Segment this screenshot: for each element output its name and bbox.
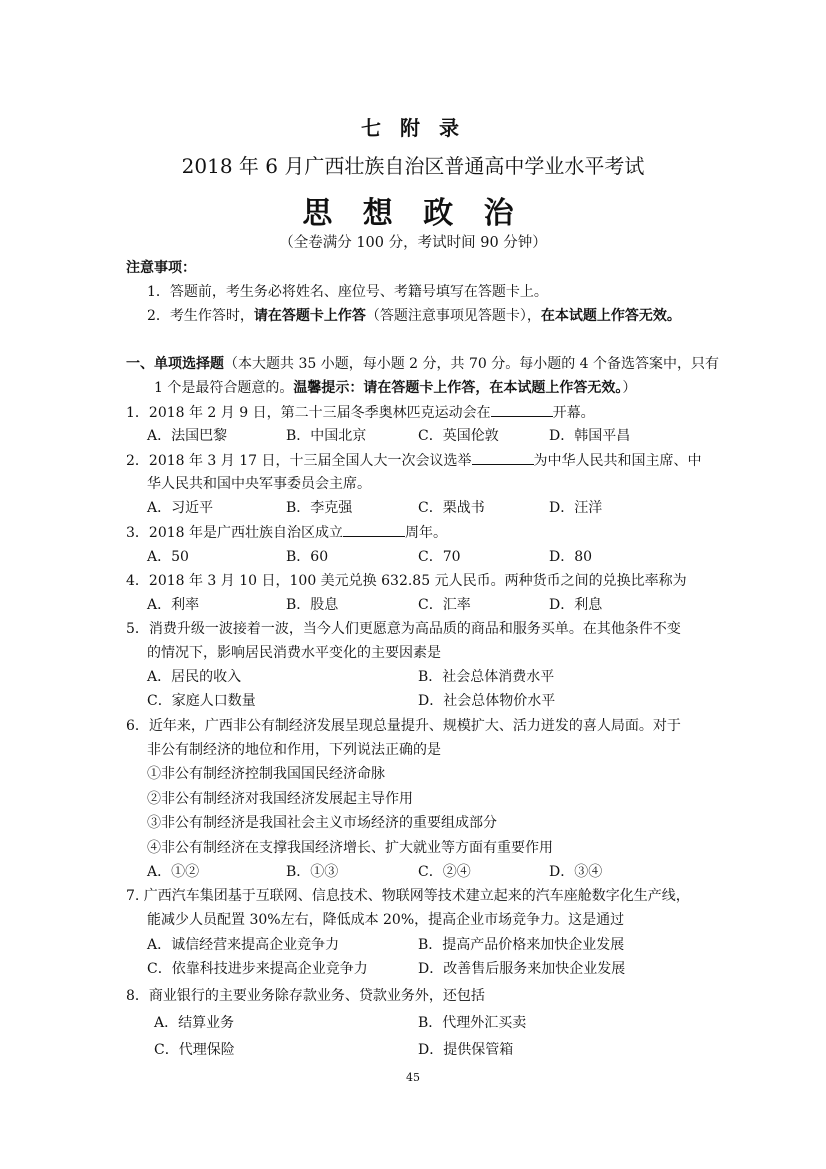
section-header: 一、单项选择题（本大题共 35 小题，每小题 2 分，共 70 分。每小题的 4 个备选答案中，只有	[126, 356, 720, 372]
question-1-option-d: D．韩国平昌	[549, 428, 631, 444]
question-1-stem: 1．2018 年 2 月 9 日，第二十三届冬季奥林匹克运动会在 开幕。	[126, 402, 595, 423]
question-4-option-a: A．利率	[147, 597, 200, 613]
page-number: 45	[406, 1071, 420, 1084]
question-5-option-a: A．居民的收入	[147, 669, 242, 685]
exam-title: 2018 年 6 月广西壮族自治区普通高中学业水平考试	[181, 154, 645, 178]
question-4-stem: 4．2018 年 3 月 10 日，100 美元兑换 632.85 元人民币。两种货币之间的兑换比率称为	[126, 573, 687, 589]
question-4-option-c: C．汇率	[418, 597, 471, 613]
question-5-option-b: B．社会总体消费水平	[418, 669, 555, 685]
question-8-option-d: D．提供保管箱	[418, 1042, 514, 1058]
question-2-option-c: C．栗战书	[418, 500, 485, 516]
answer-blank	[491, 402, 553, 417]
question-8-option-b: B．代理外汇买卖	[418, 1015, 527, 1031]
question-6-stem: 6．近年来，广西非公有制经济发展呈现总量提升、规模扩大、活力迸发的喜人局面。对于	[126, 718, 681, 734]
question-3-stem: 3．2018 年是广西壮族自治区成立 周年。	[126, 522, 447, 543]
question-6-statement-3: ③非公有制经济是我国社会主义市场经济的重要组成部分	[147, 815, 497, 831]
question-7-stem-line-2: 能减少人员配置 30%左右，降低成本 20%，提高企业市场竞争力。这是通过	[147, 912, 625, 928]
question-1-option-a: A．法国巴黎	[147, 428, 228, 444]
question-5-option-d: D．社会总体物价水平	[418, 693, 556, 709]
question-2-option-b: B．李克强	[286, 500, 353, 516]
question-3-option-d: D．80	[549, 549, 593, 565]
question-5-option-c: C．家庭人口数量	[147, 693, 256, 709]
notice-heading: 注意事项：	[126, 260, 196, 276]
section-header-line-2: 1 个是最符合题意的。温馨提示：请在答题卡上作答，在本试题上作答无效。）	[154, 380, 637, 396]
question-5-stem-line-2: 的情况下，影响居民消费水平变化的主要因素是	[147, 645, 441, 661]
question-7-option-c: C．依靠科技进步来提高企业竞争力	[147, 961, 368, 977]
question-2-option-d: D．汪洋	[549, 500, 603, 516]
question-7-stem: 7. 广西汽车集团基于互联网、信息技术、物联网等技术建立起来的汽车座舱数字化生产线，	[126, 888, 690, 904]
question-3-option-a: A．50	[147, 549, 189, 565]
question-8-option-c: C．代理保险	[154, 1042, 235, 1058]
answer-blank	[472, 450, 534, 465]
question-2-stem-line-2: 华人民共和国中央军事委员会主席。	[147, 476, 371, 492]
question-6-stem-line-2: 非公有制经济的地位和作用，下列说法正确的是	[147, 742, 441, 758]
question-4-option-d: D．利息	[549, 597, 603, 613]
question-7-option-a: A．诚信经营来提高企业竞争力	[147, 937, 340, 953]
question-2-option-a: A．习近平	[147, 500, 214, 516]
question-6-option-a: A．①②	[147, 864, 200, 880]
question-6-option-c: C．②④	[418, 864, 471, 880]
question-6-statement-4: ④非公有制经济在支撑我国经济增长、扩大就业等方面有重要作用	[147, 840, 553, 856]
question-6-statement-1: ①非公有制经济控制我国国民经济命脉	[147, 766, 385, 782]
exam-note: （全卷满分 100 分，考试时间 90 分钟）	[279, 235, 547, 251]
subject-title: 思 想 政 治	[302, 196, 524, 231]
question-6-option-b: B．①③	[286, 864, 339, 880]
question-5-stem: 5．消费升级一波接着一波，当今人们更愿意为高品质的商品和服务买单。在其他条件不变	[126, 621, 681, 637]
question-6-option-d: D．③④	[549, 864, 603, 880]
question-4-option-b: B．股息	[286, 597, 339, 613]
notice-item-2: 2．考生作答时，请在答题卡上作答（答题注意事项见答题卡），在本试题上作答无效。	[147, 308, 681, 324]
question-8-stem: 8．商业银行的主要业务除存款业务、贷款业务外，还包括	[126, 988, 485, 1004]
question-1-option-c: C．英国伦敦	[418, 428, 499, 444]
appendix-title: 七 附 录	[361, 116, 465, 140]
question-6-statement-2: ②非公有制经济对我国经济发展起主导作用	[147, 791, 413, 807]
question-3-option-c: C．70	[418, 549, 461, 565]
question-7-option-b: B．提高产品价格来加快企业发展	[418, 937, 625, 953]
question-1-option-b: B．中国北京	[286, 428, 367, 444]
question-7-option-d: D．改善售后服务来加快企业发展	[418, 961, 626, 977]
question-8-option-a: A．结算业务	[154, 1015, 235, 1031]
answer-blank	[343, 522, 405, 537]
question-2-stem: 2．2018 年 3 月 17 日，十三届全国人大一次会议选举 为中华人民共和国主席、中	[126, 450, 702, 471]
question-3-option-b: B．60	[286, 549, 329, 565]
notice-item-1: 1．答题前，考生务必将姓名、座位号、考籍号填写在答题卡上。	[147, 284, 548, 300]
